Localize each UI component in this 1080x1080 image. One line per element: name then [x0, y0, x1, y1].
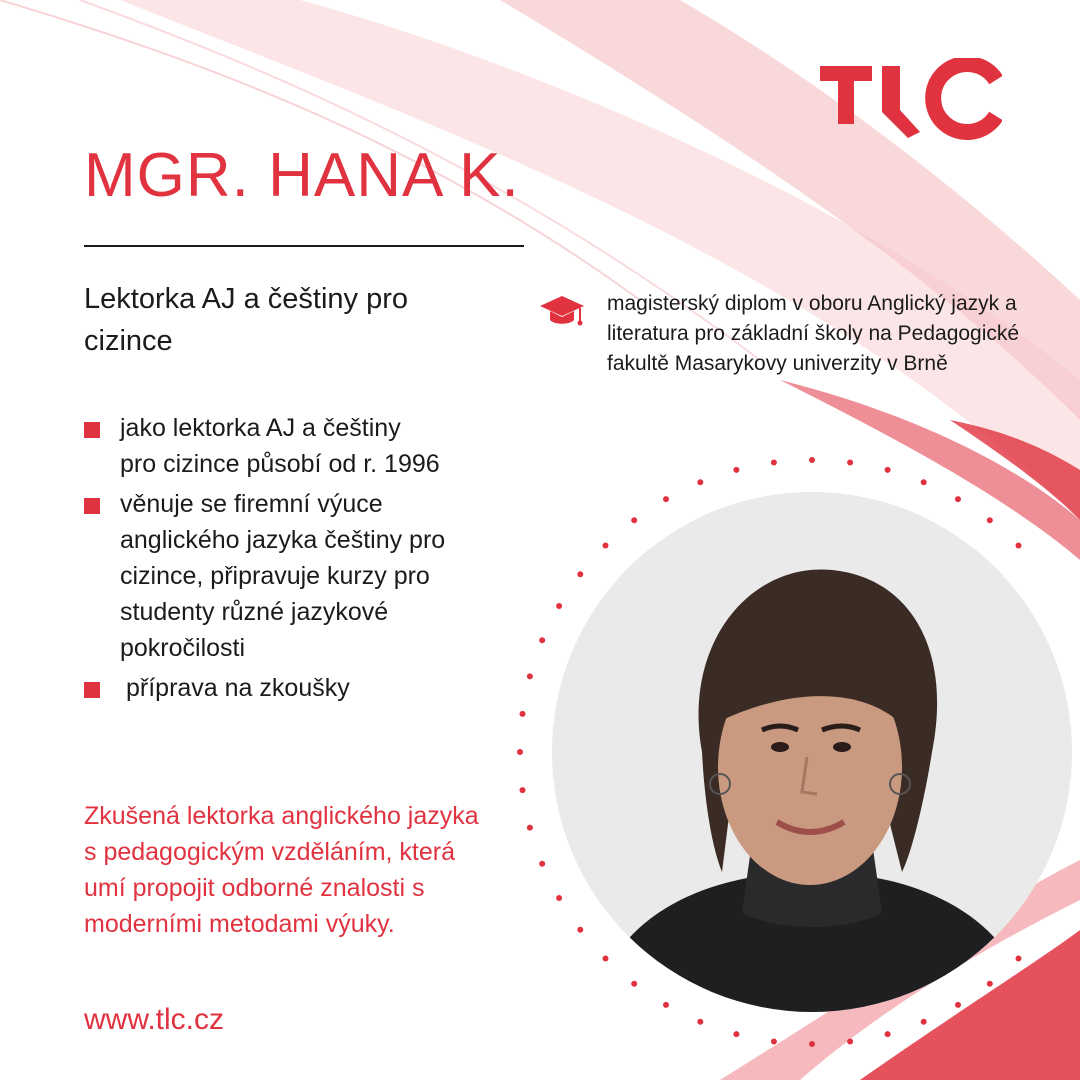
bullet-square-icon: [84, 682, 100, 698]
decoration-dot: [539, 861, 545, 867]
experience-item: [84, 486, 504, 666]
decoration-dot: [539, 637, 545, 643]
decoration-dot: [1016, 956, 1022, 962]
experience-list: [84, 410, 504, 710]
decoration-dot: [520, 711, 526, 717]
decoration-dot: [809, 1041, 815, 1047]
decoration-dot: [556, 895, 562, 901]
decoration-dot: [603, 956, 609, 962]
decoration-dot: [921, 479, 927, 485]
decoration-dot: [697, 1019, 703, 1025]
decoration-dot: [631, 981, 637, 987]
decoration-dot: [577, 927, 583, 933]
experience-item: [84, 410, 504, 482]
decoration-dot: [517, 749, 523, 755]
decoration-dot: [631, 517, 637, 523]
decoration-dot: [955, 496, 961, 502]
decoration-dot: [520, 787, 526, 793]
decoration-dot: [733, 467, 739, 473]
decoration-dot: [885, 467, 891, 473]
decoration-dot: [663, 496, 669, 502]
summary-text: Zkušená lektorka anglického jazyka s pedagogickým vzděláním, která umí propojit odborné znalosti s moderními metodami výuky.: [84, 802, 479, 938]
bullet-square-icon: [84, 498, 100, 514]
decoration-dot: [885, 1031, 891, 1037]
experience-text: jako lektorka AJ a češtiny pro cizince působí od r. 1996: [120, 414, 440, 478]
decoration-dot: [577, 571, 583, 577]
bullet-square-icon: [84, 422, 100, 438]
decoration-dot: [556, 603, 562, 609]
experience-text: věnuje se firemní výuce anglického jazyka češtiny pro cizince, připravuje kurzy pro studenty různé jazykové pokročilosti: [120, 490, 446, 662]
decoration-dot: [987, 517, 993, 523]
decoration-dot: [1016, 543, 1022, 549]
decoration-dot: [733, 1031, 739, 1037]
decoration-dot: [921, 1019, 927, 1025]
decoration-dot: [987, 981, 993, 987]
decoration-dot: [527, 825, 533, 831]
decoration-dot: [809, 457, 815, 463]
decoration-dot: [771, 1039, 777, 1045]
decoration-dot: [771, 460, 777, 466]
decoration-dot: [663, 1002, 669, 1008]
decoration-dot: [697, 479, 703, 485]
tlc-logo[interactable]: [820, 58, 1002, 140]
website-link[interactable]: www.tlc.cz: [84, 1003, 225, 1036]
decoration-dot: [527, 673, 533, 679]
name-divider: [84, 245, 524, 247]
decoration-dot: [847, 1039, 853, 1045]
experience-item: [84, 670, 504, 706]
profile-role: Lektorka AJ a češtiny pro cizince: [84, 283, 408, 358]
graduation-cap-icon: [538, 292, 586, 332]
experience-text: příprava na zkoušky: [126, 674, 350, 702]
decoration-dot: [603, 543, 609, 549]
profile-name: MGR. HANA K.: [84, 141, 520, 210]
education-text: magisterský diplom v oboru Anglický jazyk a literatura pro základní školy na Pedagogické fakultě Masarykovy univerzity v Brně: [607, 292, 1020, 375]
decoration-dot: [955, 1002, 961, 1008]
decoration-dot: [847, 460, 853, 466]
profile-photo: [552, 492, 1072, 1012]
